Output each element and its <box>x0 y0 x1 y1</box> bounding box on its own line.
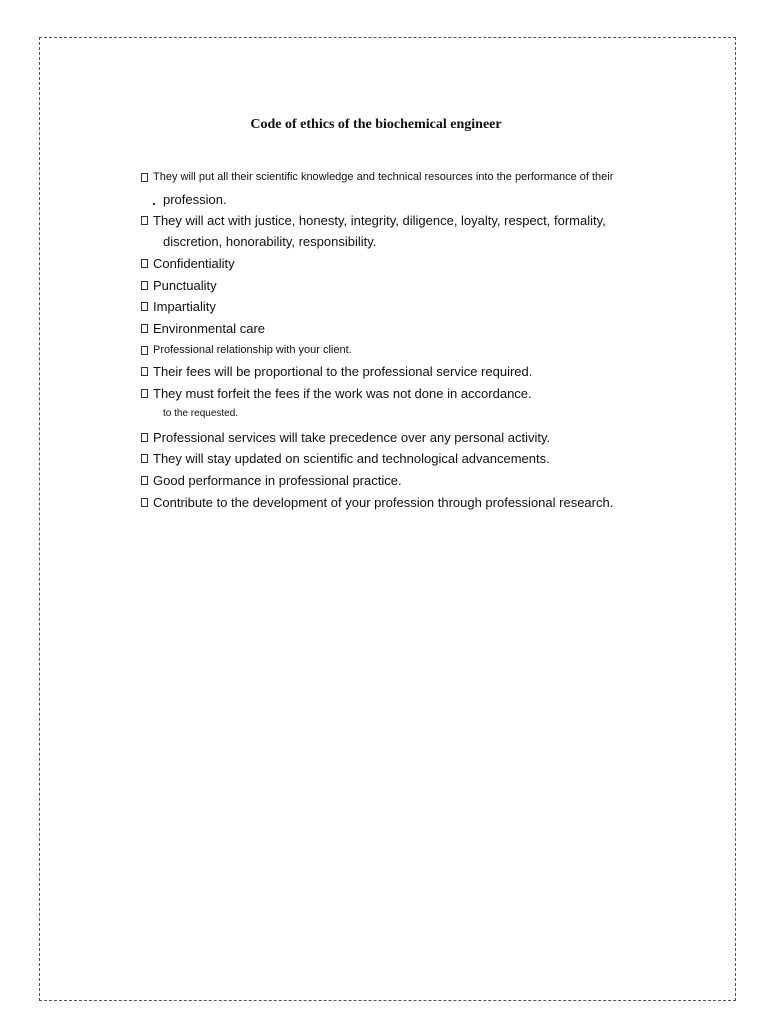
list-item-text: Professional relationship with your client. <box>153 344 352 356</box>
bullet-box-icon <box>141 498 148 507</box>
bullet-box-icon <box>141 302 148 311</box>
list-item-text: They will put all their scientific knowledge and technical resources into the performance of their <box>153 171 614 183</box>
list-item-text: Confidentiality <box>153 256 235 271</box>
bullet-box-icon <box>141 281 148 290</box>
bullet-box-icon <box>141 476 148 485</box>
list-item-text: Environmental care <box>153 321 265 336</box>
bullet-box-icon <box>141 216 148 225</box>
bullet-box-icon <box>141 433 148 442</box>
list-item-text: Professional services will take precedence over any personal activity. <box>153 430 551 445</box>
list-item-text: Punctuality <box>153 278 217 293</box>
list-item-text: Impartiality <box>153 299 216 314</box>
list-item-continuation: discretion, honorability, responsibility. <box>163 234 377 249</box>
bullet-box-icon <box>141 324 148 333</box>
list-item-text: They will stay updated on scientific and technological advancements. <box>153 451 550 466</box>
bullet-box-icon <box>141 454 148 463</box>
bullet-box-icon <box>141 346 148 355</box>
document-title: Code of ethics of the biochemical engineer <box>250 117 502 132</box>
bullet-box-icon <box>141 259 148 268</box>
bullet-box-icon <box>141 389 148 398</box>
list-item-text: They must forfeit the fees if the work was not done in accordance. <box>153 386 532 401</box>
bullet-box-icon <box>141 367 148 376</box>
stray-dot <box>153 203 155 205</box>
list-item-continuation: profession. <box>163 192 227 207</box>
list-item-continuation: to the requested. <box>163 408 239 419</box>
list-item-text: They will act with justice, honesty, integrity, diligence, loyalty, respect, formality, <box>153 213 606 228</box>
list-item-text: Contribute to the development of your profession through professional research. <box>153 495 614 510</box>
bullet-box-icon <box>141 173 148 182</box>
list-item-text: Their fees will be proportional to the professional service required. <box>153 364 533 379</box>
list-item-text: Good performance in professional practice. <box>153 473 402 488</box>
